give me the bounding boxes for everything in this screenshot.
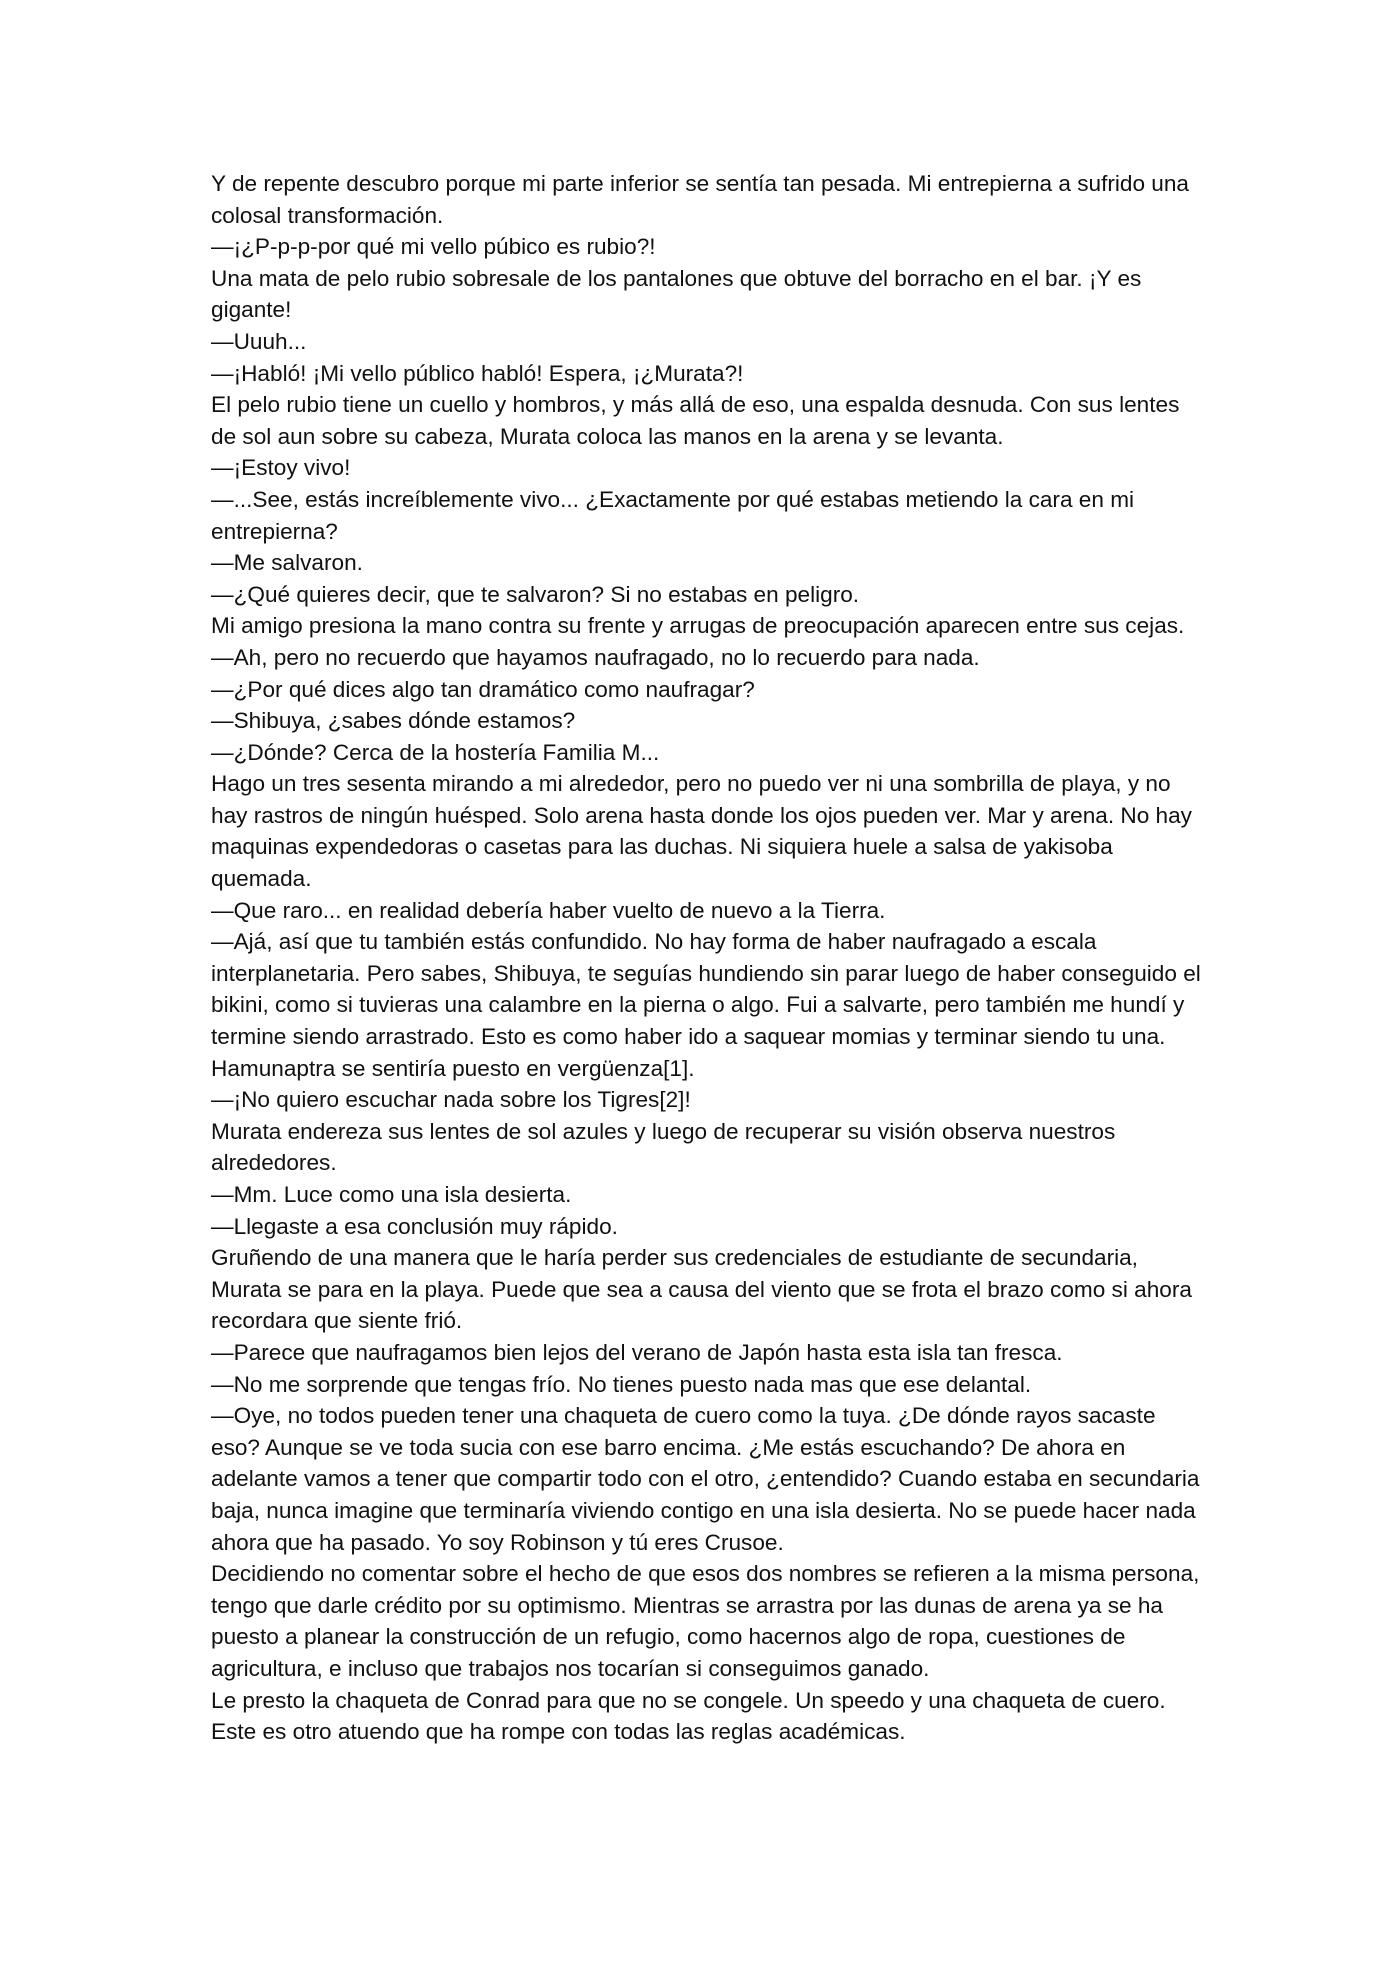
dialogue-line: —No me sorprende que tengas frío. No tienes puesto nada mas que ese delantal. xyxy=(211,1371,1032,1397)
dialogue-line: —¡¿P-p-p-por qué mi vello púbico es rubio?! xyxy=(211,234,656,260)
paragraph: Mi amigo presiona la mano contra su frente y arrugas de preocupación aparecen entre sus cejas. xyxy=(211,613,1185,639)
dialogue-line: —Ajá, así que tu también estás confundido. No hay forma de haber naufragado a escala interplanetaria. Pero sabes, Shibuya, te seguías hundiendo sin parar luego de haber conseguido el bikini, como si tuvieras una calambre en la pierna o algo. Fui a salvarte, pero también me hundí y termine siendo arrastrado. Esto es como haber ido a saquear momias y terminar siendo tu una. Hamunaptra se sentiría puesto en vergüenza[1]. xyxy=(211,929,1201,1081)
dialogue-line: —¿Qué quieres decir, que te salvaron? Si no estabas en peligro. xyxy=(211,581,860,607)
dialogue-line: —¿Por qué dices algo tan dramático como naufragar? xyxy=(211,676,755,702)
dialogue-line: —¿Dónde? Cerca de la hostería Familia M... xyxy=(211,739,660,765)
dialogue-line: —Llegaste a esa conclusión muy rápido. xyxy=(211,1213,618,1239)
paragraph: Una mata de pelo rubio sobresale de los pantalones que obtuve del borracho en el bar. ¡Y es gigante! xyxy=(211,265,1142,323)
dialogue-line: —Shibuya, ¿sabes dónde estamos? xyxy=(211,708,576,734)
paragraph: Murata endereza sus lentes de sol azules y luego de recuperar su visión observa nuestros alrededores. xyxy=(211,1118,1116,1176)
dialogue-line: —Uuuh... xyxy=(211,328,307,354)
dialogue-line: —Me salvaron. xyxy=(211,550,363,576)
paragraph: Gruñendo de una manera que le haría perder sus credenciales de estudiante de secundaria, Murata se para en la playa. Puede que sea a causa del viento que se frota el brazo como si ahora recordara que siente frió. xyxy=(211,1245,1192,1334)
dialogue-line: —...See, estás increíblemente vivo... ¿Exactamente por qué estabas metiendo la cara en mi entrepierna? xyxy=(211,486,1135,544)
dialogue-line: —¡No quiero escuchar nada sobre los Tigres[2]! xyxy=(211,1087,691,1113)
body-text xyxy=(211,168,1201,1748)
paragraph: Hago un tres sesenta mirando a mi alrededor, pero no puedo ver ni una sombrilla de playa, y no hay rastros de ningún huésped. Solo arena hasta donde los ojos pueden ver. Mar y arena. No hay maquinas expendedoras o casetas para las duchas. Ni siquiera huele a salsa de yakisoba quemada. xyxy=(211,771,1192,892)
dialogue-line: —Oye, no todos pueden tener una chaqueta de cuero como la tuya. ¿De dónde rayos sacaste eso? Aunque se ve toda sucia con ese barro encima. ¿Me estás escuchando? De ahora en adelante vamos a tener que compartir todo con el otro, ¿entendido? Cuando estaba en secundaria baja, nunca imagine que terminaría viviendo contigo en una isla desierta. No se puede hacer nada ahora que ha pasado. Yo soy Robinson y tú eres Crusoe. xyxy=(211,1403,1200,1555)
paragraph: Le presto la chaqueta de Conrad para que no se congele. Un speedo y una chaqueta de cuero. Este es otro atuendo que ha rompe con todas las reglas académicas. xyxy=(211,1687,1166,1745)
dialogue-line: —¡Habló! ¡Mi vello público habló! Espera, ¡¿Murata?! xyxy=(211,360,744,386)
dialogue-line: —Ah, pero no recuerdo que hayamos naufragado, no lo recuerdo para nada. xyxy=(211,644,980,670)
dialogue-line: —Que raro... en realidad debería haber vuelto de nuevo a la Tierra. xyxy=(211,897,886,923)
dialogue-line: —Mm. Luce como una isla desierta. xyxy=(211,1182,572,1207)
dialogue-line: —Parece que naufragamos bien lejos del verano de Japón hasta esta isla tan fresca. xyxy=(211,1339,1063,1365)
paragraph: El pelo rubio tiene un cuello y hombros, y más allá de eso, una espalda desnuda. Con sus lentes de sol aun sobre su cabeza, Murata coloca las manos en la arena y se levanta. xyxy=(211,392,1180,449)
paragraph: Decidiendo no comentar sobre el hecho de que esos dos nombres se refieren a la misma persona, tengo que darle crédito por su optimismo. Mientras se arrastra por las dunas de arena ya se ha puesto a planear la construcción de un refugio, como hacernos algo de ropa, cuestiones de agricultura, e incluso que trabajos nos tocarían si conseguimos ganado. xyxy=(211,1561,1200,1681)
dialogue-line: —¡Estoy vivo! xyxy=(211,455,351,481)
paragraph: Y de repente descubro porque mi parte inferior se sentía tan pesada. Mi entrepierna a sufrido una colosal transformación. xyxy=(211,171,1189,228)
